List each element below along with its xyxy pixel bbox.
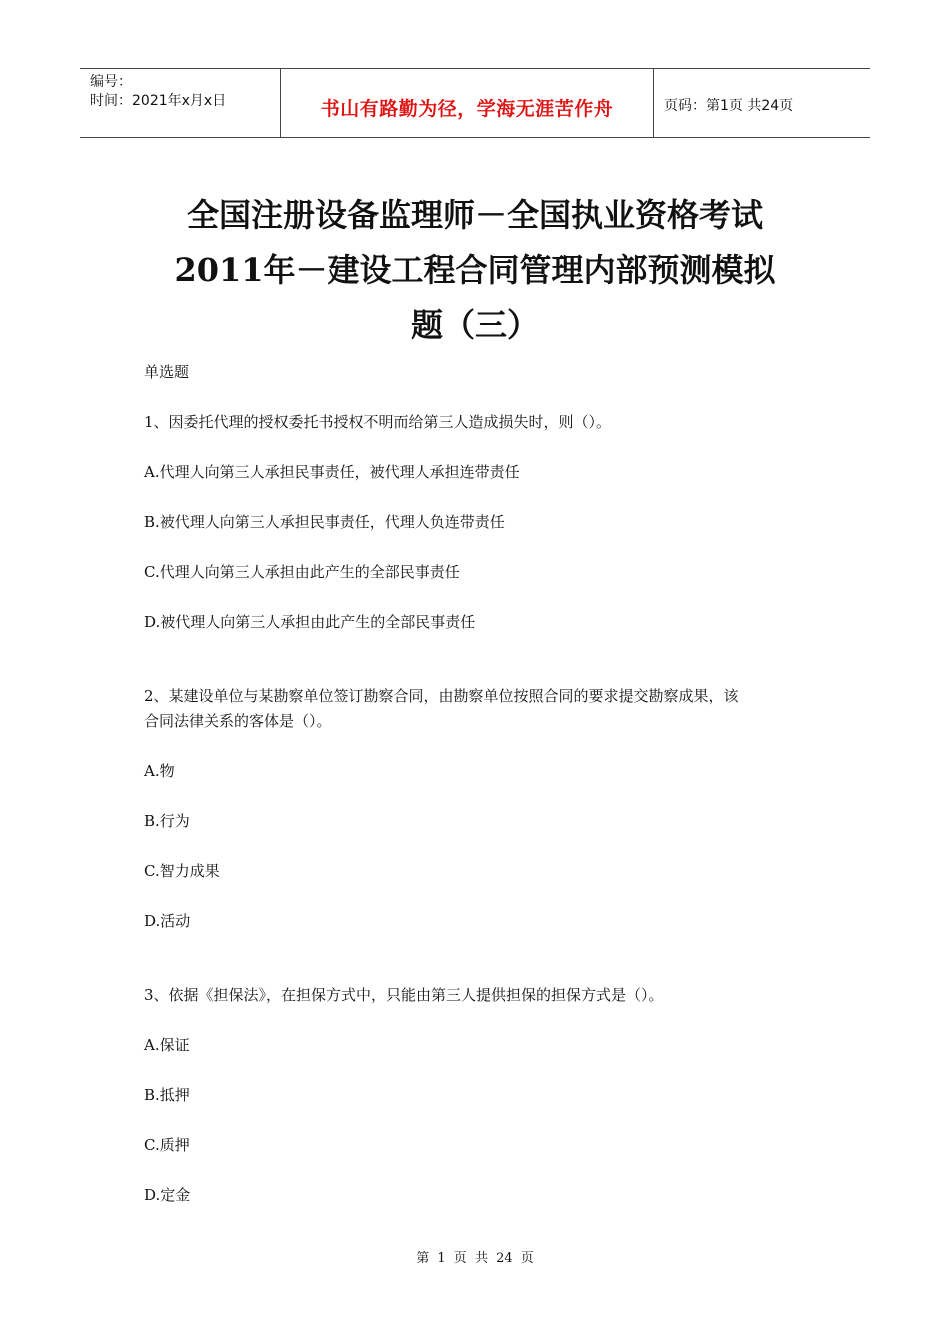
question-3-option-d: D.定金 [144, 1186, 191, 1204]
header-page-info: 页码：第1页 共24页 [664, 98, 794, 114]
footer-total-unit: 页 [520, 1251, 534, 1266]
question-2-option-d: D.活动 [144, 912, 191, 930]
footer-page-number: 1 [437, 1251, 446, 1266]
header-motto-cell [281, 69, 654, 137]
footer-total-word: 共 [474, 1251, 488, 1266]
footer-page-unit: 页 [453, 1251, 467, 1266]
question-2-stem-line-1: 2、某建设单位与某勘察单位签订勘察合同，由勘察单位按照合同的要求提交勘察成果，该 [144, 687, 739, 705]
page-header [80, 68, 870, 138]
footer-total-pages: 24 [496, 1251, 513, 1266]
header-meta [80, 69, 281, 137]
title-line: 2011年－建设工程合同管理内部预测模拟 [174, 251, 776, 289]
header-page-cell [654, 69, 870, 137]
question-3-option-c: C.质押 [144, 1136, 190, 1154]
question-2-stem-line-2: 合同法律关系的客体是（）。 [144, 712, 332, 730]
question-1-stem: 1、因委托代理的授权委托书授权不明而给第三人造成损失时，则（）。 [144, 413, 612, 431]
section-heading: 单选题 [144, 363, 190, 381]
title-line: 全国注册设备监理师－全国执业资格考试 [186, 196, 763, 234]
question-2-option-c: C.智力成果 [144, 862, 220, 880]
document-number-label: 编号： [90, 74, 132, 90]
question-3-option-b: B.抵押 [144, 1086, 190, 1104]
header-motto: 书山有路勤为径，学海无涯苦作舟 [320, 98, 614, 120]
question-1-option-d: D.被代理人向第三人承担由此产生的全部民事责任 [144, 613, 476, 631]
question-3-option-a: A.保证 [144, 1036, 190, 1054]
question-2-option-b: B.行为 [144, 812, 190, 830]
question-2-option-a: A.物 [144, 762, 175, 780]
footer-page-word: 第 [416, 1251, 430, 1266]
question-3-stem: 3、依据《担保法》，在担保方式中，只能由第三人提供担保的担保方式是（）。 [144, 986, 664, 1004]
page-footer [0, 1247, 950, 1266]
document-title [120, 188, 830, 353]
question-1-option-a: A.代理人向第三人承担民事责任，被代理人承担连带责任 [144, 463, 520, 481]
document-date: 时间：2021年x月x日 [90, 93, 227, 109]
question-1-option-c: C.代理人向第三人承担由此产生的全部民事责任 [144, 563, 460, 581]
title-line: 题（三） [410, 306, 539, 344]
question-1-option-b: B.被代理人向第三人承担民事责任，代理人负连带责任 [144, 513, 505, 531]
